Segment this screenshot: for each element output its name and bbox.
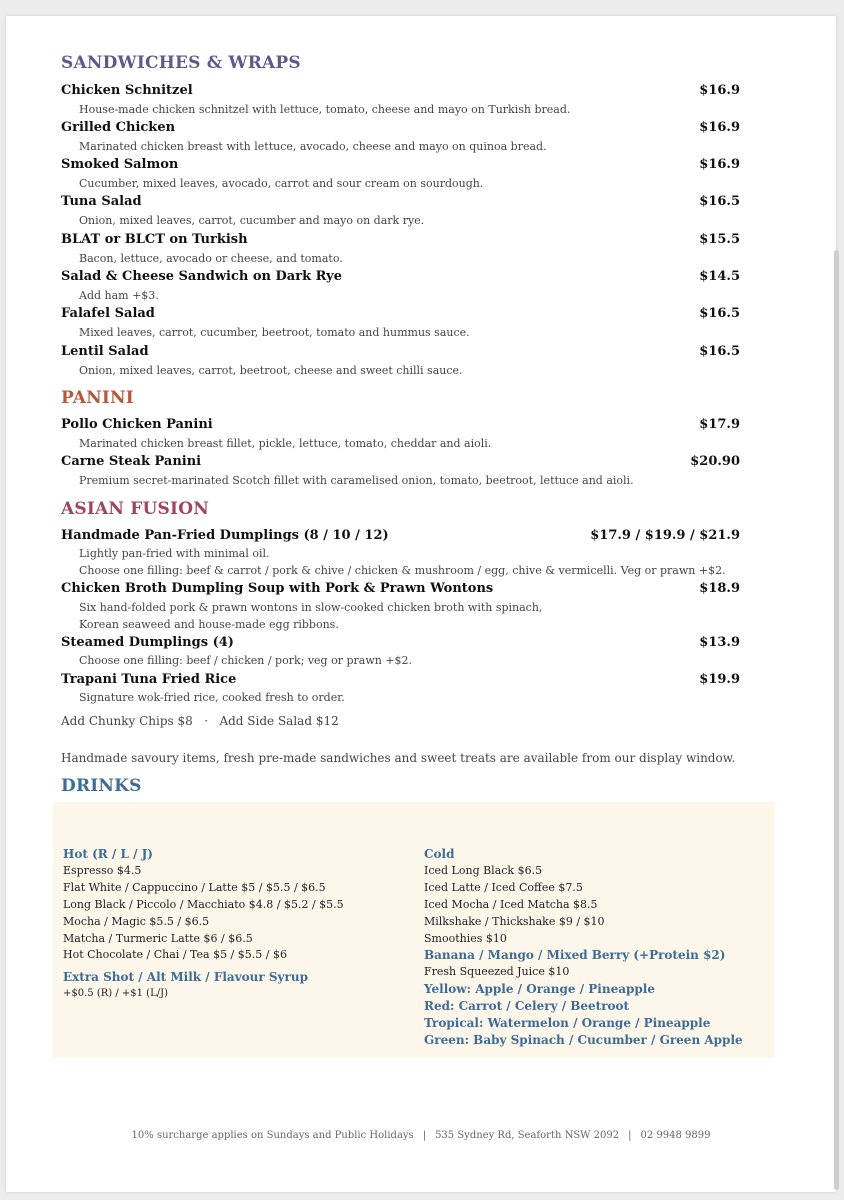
menu-page xyxy=(6,16,836,1192)
section-title-asian-fusion: ASIAN FUSION xyxy=(61,499,209,519)
section-title-panini: PANINI xyxy=(61,388,134,408)
item-price: $16.5 xyxy=(699,344,740,359)
cold-line: Iced Mocha / Iced Matcha $8.5 xyxy=(424,897,598,911)
item-name: Chicken Broth Dumpling Soup with Pork & Prawn Wontons xyxy=(61,581,494,596)
drink-line: Matcha / Turmeric Latte $6 / $6.5 xyxy=(63,931,253,945)
cold-line: Yellow: Apple / Orange / Pineapple xyxy=(424,982,655,997)
item-price: $17.9 / $19.9 / $21.9 xyxy=(590,528,740,543)
item-description: Marinated chicken breast with lettuce, avocado, cheese and mayo on quinoa bread. xyxy=(79,140,547,153)
item-description: Lightly pan-fried with minimal oil. xyxy=(79,547,270,560)
item-description: Choose one filling: beef / chicken / pork; veg or prawn +$2. xyxy=(79,654,413,667)
item-description: Bacon, lettuce, avocado or cheese, and tomato. xyxy=(79,252,343,265)
item-name: Trapani Tuna Fried Rice xyxy=(61,672,237,687)
item-price: $13.9 xyxy=(699,635,740,650)
drinks-panel xyxy=(53,802,775,1058)
item-price: $17.9 xyxy=(699,417,740,432)
item-price: $14.5 xyxy=(699,269,740,284)
drink-line: Long Black / Piccolo / Macchiato $4.8 / $5.2 / $5.5 xyxy=(63,897,344,911)
item-name: Grilled Chicken xyxy=(61,120,176,135)
item-description: Six hand-folded pork & prawn wontons in slow-cooked chicken broth with spinach, xyxy=(79,601,543,614)
cold-line: Fresh Squeezed Juice $10 xyxy=(424,965,570,979)
item-price: $15.5 xyxy=(699,232,740,247)
address: 535 Sydney Rd, Seaforth NSW 2092 xyxy=(435,1130,620,1141)
item-description: Onion, mixed leaves, carrot, beetroot, cheese and sweet chilli sauce. xyxy=(79,364,463,377)
drink-line: Espresso $4.5 xyxy=(63,863,142,877)
hot-drinks-heading: Hot (R / L / J) xyxy=(63,847,153,861)
item-description: Onion, mixed leaves, carrot, cucumber and mayo on dark rye. xyxy=(79,214,425,227)
drink-line: Hot Chocolate / Chai / Tea $5 / $5.5 / $6 xyxy=(63,948,287,962)
addons-line: Add Chunky Chips $8 · Add Side Salad $12 xyxy=(61,714,339,728)
item-name: Carne Steak Panini xyxy=(61,454,202,469)
item-name: Steamed Dumplings (4) xyxy=(61,635,234,650)
phone-number: 02 9948 9899 xyxy=(640,1130,711,1141)
surcharge-note: 10% surcharge applies on Sundays and Public Holidays xyxy=(131,1130,414,1141)
cold-line: Iced Latte / Iced Coffee $7.5 xyxy=(424,880,583,894)
item-name: Pollo Chicken Panini xyxy=(61,417,213,432)
item-price: $16.9 xyxy=(699,120,740,135)
item-price: $16.9 xyxy=(699,83,740,98)
item-price: $16.5 xyxy=(699,194,740,209)
item-name: Chicken Schnitzel xyxy=(61,83,193,98)
item-description: Add ham +$3. xyxy=(79,289,159,302)
section-title-drinks: DRINKS xyxy=(61,776,142,796)
item-name: Handmade Pan-Fried Dumplings (8 / 10 / 12) xyxy=(61,528,389,543)
item-description: House-made chicken schnitzel with lettuce, tomato, cheese and mayo on Turkish bread. xyxy=(79,103,571,116)
item-description: Cucumber, mixed leaves, avocado, carrot and sour cream on sourdough. xyxy=(79,177,484,190)
item-name: Salad & Cheese Sandwich on Dark Rye xyxy=(61,269,343,284)
display-window-note: Handmade savoury items, fresh pre-made sandwiches and sweet treats are available from our display window. xyxy=(61,751,736,765)
item-description: Marinated chicken breast fillet, pickle, lettuce, tomato, cheddar and aioli. xyxy=(79,437,492,450)
cold-line: Banana / Mango / Mixed Berry (+Protein $2) xyxy=(424,948,726,963)
extras-price: +$0.5 (R) / +$1 (L/J) xyxy=(63,988,168,1000)
extras-heading: Extra Shot / Alt Milk / Flavour Syrup xyxy=(63,970,308,985)
cold-line: Milkshake / Thickshake $9 / $10 xyxy=(424,914,605,928)
section-title-sandwiches: SANDWICHES & WRAPS xyxy=(61,53,301,73)
cold-drinks-column xyxy=(424,846,743,1049)
hot-drinks-column xyxy=(63,846,344,1003)
item-description: Signature wok-fried rice, cooked fresh to order. xyxy=(79,691,345,704)
cold-drinks-heading: Cold xyxy=(424,847,455,861)
drink-line: Mocha / Magic $5.5 / $6.5 xyxy=(63,914,210,928)
scrollbar[interactable] xyxy=(834,250,839,1190)
footer-separator: | xyxy=(628,1130,632,1141)
item-description: Premium secret-marinated Scotch fillet with caramelised onion, tomato, beetroot, lettuce and aioli. xyxy=(79,474,634,487)
item-description: Mixed leaves, carrot, cucumber, beetroot, tomato and hummus sauce. xyxy=(79,326,470,339)
item-price: $16.5 xyxy=(699,306,740,321)
item-price: $20.90 xyxy=(690,454,740,469)
cold-line: Red: Carrot / Celery / Beetroot xyxy=(424,999,630,1014)
cold-line: Green: Baby Spinach / Cucumber / Green Apple xyxy=(424,1032,743,1047)
item-price: $18.9 xyxy=(699,581,740,596)
footer xyxy=(6,1130,836,1141)
cold-line: Tropical: Watermelon / Orange / Pineapple xyxy=(424,1016,711,1031)
footer-separator: | xyxy=(422,1130,427,1141)
item-price: $19.9 xyxy=(699,672,740,687)
drink-line: Flat White / Cappuccino / Latte $5 / $5.5 / $6.5 xyxy=(63,880,326,894)
cold-line: Smoothies $10 xyxy=(424,931,507,945)
item-name: Lentil Salad xyxy=(61,344,149,359)
item-name: Falafel Salad xyxy=(61,306,155,321)
item-name: BLAT or BLCT on Turkish xyxy=(61,232,248,247)
item-name: Smoked Salmon xyxy=(61,157,179,172)
item-description: Korean seaweed and house-made egg ribbons. xyxy=(79,618,339,631)
item-name: Tuna Salad xyxy=(61,194,142,209)
item-description: Choose one filling: beef & carrot / pork & chive / chicken & mushroom / egg, chive & vermicelli. Veg or prawn +$2. xyxy=(79,564,726,577)
item-price: $16.9 xyxy=(699,157,740,172)
cold-line: Iced Long Black $6.5 xyxy=(424,863,543,877)
